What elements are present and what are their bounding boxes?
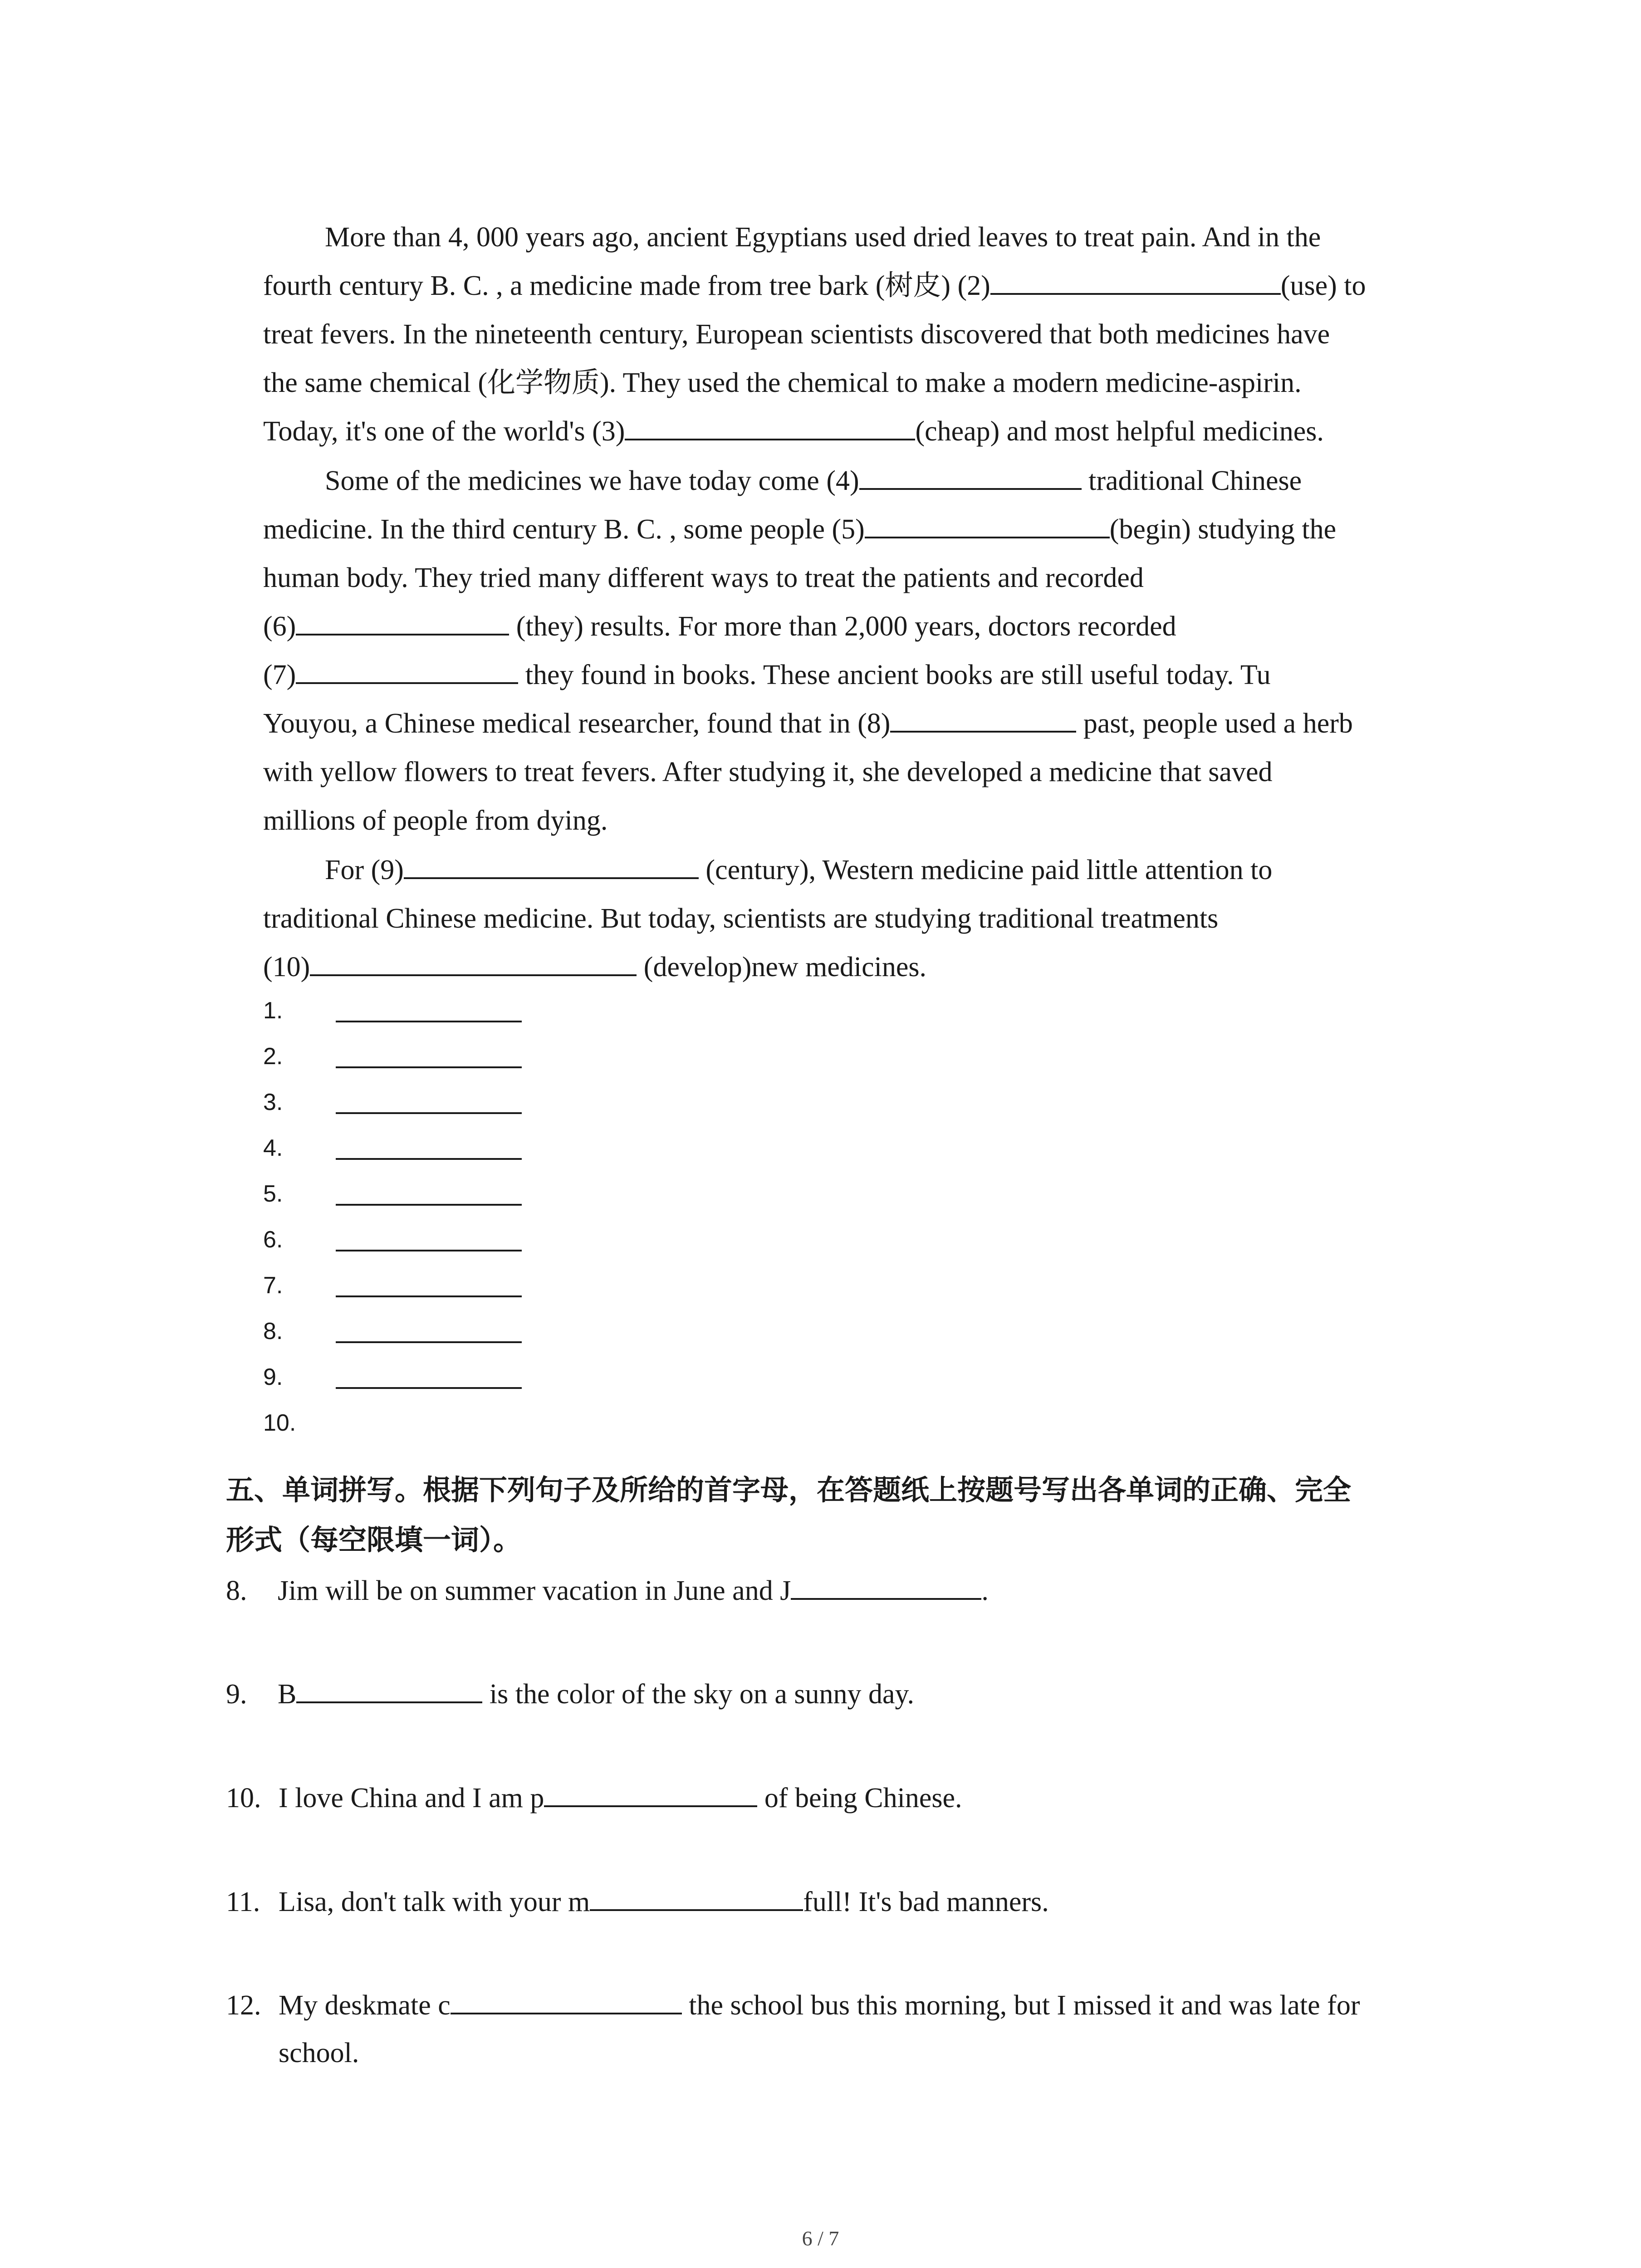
question-text: Lisa, don't talk with your m	[279, 1887, 590, 1917]
question-text: I love China and I am p	[279, 1783, 544, 1813]
answer-number: 4.	[263, 1135, 283, 1161]
passage-paragraph-1	[263, 213, 1461, 456]
answer-line[interactable]	[336, 1295, 522, 1297]
question-text: My deskmate c	[279, 1990, 451, 2021]
passage-line	[263, 651, 1461, 699]
passage-text: (develop)new medicines.	[637, 952, 927, 982]
passage-text: (begin) studying the	[1109, 514, 1337, 545]
answer-number: 6.	[263, 1227, 283, 1253]
passage-line: human body. They tried many different ways to treat the patients and recorded	[263, 562, 1144, 593]
answer-number: 10.	[263, 1410, 296, 1436]
passage-paragraph-2	[263, 457, 1461, 845]
passage-text: Some of the medicines we have today come (4)	[325, 465, 859, 496]
answer-number: 9.	[263, 1364, 283, 1390]
passage-line	[263, 943, 1461, 992]
passage-text: (they) results. For more than 2,000 years, doctors recorded	[509, 611, 1176, 642]
passage-text: fourth century B. C. , a medicine made from tree bark (树皮) (2)	[263, 270, 990, 301]
question-text: full! It's bad manners.	[803, 1887, 1049, 1917]
answer-number: 8.	[263, 1318, 283, 1344]
passage-text: (cheap) and most helpful medicines.	[915, 416, 1324, 447]
question-text: school.	[279, 2038, 359, 2068]
answer-number: 7.	[263, 1272, 283, 1299]
passage-text: (10)	[263, 952, 310, 982]
question-number: 11.	[226, 1887, 260, 1917]
answer-number: 5.	[263, 1181, 283, 1207]
passage-line	[263, 457, 1461, 505]
question-text: of being Chinese.	[757, 1783, 962, 1813]
blank-10[interactable]	[310, 947, 637, 976]
passage-text: (6)	[263, 611, 296, 642]
section-heading-line: 五、单词拼写。根据下列句子及所给的首字母，在答题纸上按题号写出各单词的正确、完全	[226, 1473, 1352, 1506]
answer-line[interactable]	[336, 1387, 522, 1389]
blank-4[interactable]	[859, 461, 1082, 490]
answer-line[interactable]	[336, 1066, 522, 1068]
question-11	[226, 1878, 1049, 1926]
question-number: 9.	[226, 1679, 247, 1710]
question-blank[interactable]	[791, 1571, 981, 1600]
passage-line	[263, 846, 1461, 894]
passage-line: with yellow flowers to treat fevers. After studying it, she developed a medicine that saved	[263, 757, 1273, 787]
question-text: the school bus this morning, but I missed it and was late for	[681, 1990, 1360, 2021]
question-text: B	[278, 1679, 297, 1710]
blank-9[interactable]	[404, 850, 699, 879]
page-number: 6 / 7	[802, 2227, 839, 2250]
answer-number: 2.	[263, 1043, 283, 1070]
blank-3[interactable]	[625, 411, 915, 440]
passage-line: millions of people from dying.	[263, 805, 608, 836]
passage-line	[263, 407, 1461, 456]
passage-line	[263, 505, 1461, 554]
passage-line: More than 4, 000 years ago, ancient Egyptians used dried leaves to treat pain. And in the	[325, 222, 1321, 253]
question-10	[226, 1774, 962, 1822]
question-blank[interactable]	[451, 1985, 682, 2014]
passage-text: For (9)	[325, 855, 404, 885]
passage-text: (century), Western medicine paid little attention to	[698, 855, 1273, 885]
blank-7[interactable]	[296, 655, 518, 684]
passage-text: (7)	[263, 660, 296, 690]
question-9	[226, 1671, 914, 1718]
question-number: 8.	[226, 1575, 247, 1606]
passage-text: past, people used a herb	[1076, 708, 1353, 739]
passage-line	[263, 699, 1461, 748]
question-number: 10.	[226, 1783, 261, 1813]
answer-line[interactable]	[336, 1204, 522, 1206]
answer-number: 3.	[263, 1089, 283, 1115]
question-text: Jim will be on summer vacation in June and J	[278, 1575, 791, 1606]
passage-text: they found in books. These ancient books are still useful today. Tu	[518, 660, 1271, 690]
blank-5[interactable]	[865, 509, 1110, 538]
passage-line: the same chemical (化学物质). They used the chemical to make a modern medicine-aspirin.	[263, 367, 1302, 398]
answer-line[interactable]	[336, 1021, 522, 1022]
passage-line	[263, 602, 1461, 651]
passage-text: (use) to	[1280, 270, 1366, 301]
passage-text: traditional Chinese	[1081, 465, 1302, 496]
question-8	[226, 1567, 989, 1615]
passage-text: medicine. In the third century B. C. , some people (5)	[263, 514, 865, 545]
answer-number: 1.	[263, 997, 283, 1024]
passage-line	[263, 262, 1461, 310]
answer-line[interactable]	[336, 1158, 522, 1160]
passage-line: traditional Chinese medicine. But today, scientists are studying traditional treatments	[263, 903, 1219, 934]
passage-line: treat fevers. In the nineteenth century, European scientists discovered that both medicines have	[263, 319, 1330, 350]
blank-8[interactable]	[890, 704, 1076, 733]
question-text: is the color of the sky on a sunny day.	[482, 1679, 915, 1710]
question-blank[interactable]	[296, 1674, 482, 1703]
section-heading-line: 形式（每空限填一词）。	[226, 1523, 522, 1556]
question-number: 12.	[226, 1990, 261, 2021]
passage-text: Today, it's one of the world's (3)	[263, 416, 625, 447]
question-blank[interactable]	[544, 1778, 757, 1807]
answer-line[interactable]	[336, 1341, 522, 1343]
question-blank[interactable]	[590, 1882, 803, 1911]
section-5-heading	[226, 1465, 1465, 1565]
passage-paragraph-3	[263, 846, 1461, 992]
blank-2[interactable]	[990, 266, 1281, 295]
question-12	[226, 1982, 1360, 2077]
blank-6[interactable]	[296, 606, 509, 635]
question-text: .	[981, 1575, 989, 1606]
answer-line[interactable]	[336, 1250, 522, 1251]
passage-text: Youyou, a Chinese medical researcher, found that in (8)	[263, 708, 891, 739]
answer-line[interactable]	[336, 1112, 522, 1114]
